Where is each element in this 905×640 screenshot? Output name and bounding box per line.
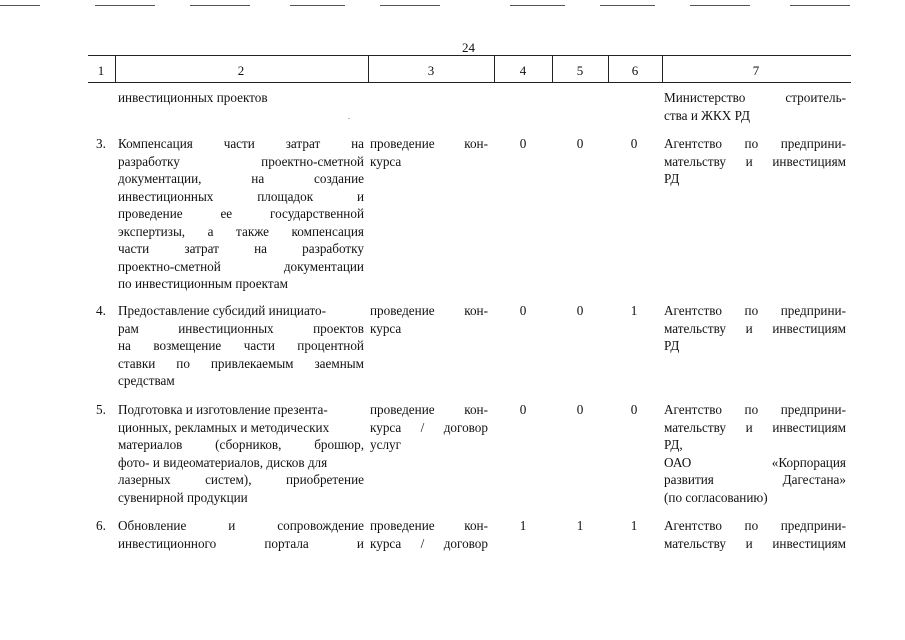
value-col-6: 0 — [630, 136, 638, 151]
description-line: фото- и видеоматериалов, дисков для — [118, 454, 328, 470]
row-index: 3. — [96, 136, 106, 151]
description-line: на возмещение части процентной — [118, 338, 364, 353]
value-col-5: 0 — [576, 402, 584, 417]
description-line: разработку проектно-сметной — [118, 153, 364, 169]
value-col-6: 1 — [630, 518, 638, 533]
scan-edge-line — [690, 5, 750, 6]
value-col-5: 0 — [576, 136, 584, 151]
description-line: Предоставление субсидий инициато- — [118, 303, 327, 318]
method-line: проведение кон- — [370, 303, 488, 318]
column-header-7: 7 — [752, 63, 760, 78]
scan-speck — [348, 118, 350, 119]
row-agency — [664, 401, 846, 506]
method-line: проведение кон- — [370, 136, 488, 151]
row-index: 6. — [96, 518, 106, 533]
value-col-5: 1 — [576, 518, 584, 533]
description-line: рам инвестиционных проектов — [118, 320, 364, 336]
scan-edge-line — [95, 5, 155, 6]
description-line: по инвестиционным проектам — [118, 276, 289, 291]
page-number: 24 — [462, 40, 475, 55]
value-col-5: 0 — [576, 303, 584, 318]
scan-edge-line — [790, 5, 850, 6]
column-divider — [368, 56, 369, 82]
column-header-2: 2 — [237, 63, 245, 78]
agency-line: Министерство строитель- — [664, 90, 846, 105]
row-description — [118, 302, 364, 390]
description-line: сувенирной продукции — [118, 489, 248, 505]
column-header-1: 1 — [97, 63, 105, 78]
agency-line: ства и ЖКХ РД — [664, 107, 750, 123]
agency-line: развития Дагестана» — [664, 472, 846, 487]
scan-edge-line — [600, 5, 655, 6]
description-line: экспертизы, а также компенсация — [118, 223, 364, 239]
agency-line: Агентство по предприни- — [664, 402, 846, 417]
scan-edge-line — [290, 5, 345, 6]
value-col-6: 0 — [630, 402, 638, 417]
agency-line: Агентство по предприни- — [664, 136, 846, 151]
agency-line: Агентство по предприни- — [664, 518, 846, 533]
scan-edge-line — [0, 5, 40, 6]
description-line: части затрат на разработку — [118, 241, 364, 256]
agency-line: ОАО «Корпорация — [664, 454, 846, 470]
method-line: услуг — [370, 437, 402, 452]
value-col-4: 0 — [519, 136, 527, 151]
description-line: ставки по привлекаемым заемным — [118, 355, 364, 371]
description-line: проведение ее государственной — [118, 206, 364, 221]
row-method — [370, 517, 488, 552]
description-line: Обновление и сопровождение — [118, 518, 364, 533]
scan-edge-line — [190, 5, 250, 6]
description-line: проектно-сметной документации — [118, 258, 364, 274]
row-agency — [664, 302, 846, 355]
agency-line: Агентство по предприни- — [664, 303, 846, 318]
column-divider — [552, 56, 553, 82]
agency-line: (по согласованию) — [664, 489, 768, 505]
row-method — [370, 401, 488, 454]
table-header-bottom-rule — [88, 82, 851, 83]
continuation-description — [118, 89, 364, 107]
agency-line: РД — [664, 171, 680, 186]
column-divider — [662, 56, 663, 82]
column-header-3: 3 — [427, 63, 435, 78]
value-col-4: 0 — [519, 402, 527, 417]
row-method — [370, 135, 488, 170]
method-line: курса / договор — [370, 535, 488, 551]
value-col-4: 1 — [519, 518, 527, 533]
description-line: инвестиционных площадок и — [118, 188, 364, 204]
row-agency — [664, 517, 846, 552]
agency-line: мательству и инвестициям — [664, 535, 846, 551]
description-line: материалов (сборников, брошюр, — [118, 437, 364, 452]
row-index: 4. — [96, 303, 106, 318]
row-description — [118, 517, 364, 552]
row-description — [118, 135, 364, 293]
description-line: Компенсация части затрат на — [118, 136, 364, 151]
description-line: лазерных систем), приобретение — [118, 472, 364, 487]
row-description — [118, 401, 364, 506]
method-line: курса / договор — [370, 419, 488, 435]
method-line: курса — [370, 320, 402, 336]
agency-line: РД — [664, 338, 680, 353]
description-line: инвестиционного портала и — [118, 535, 364, 551]
agency-line: мательству и инвестициям — [664, 153, 846, 169]
scan-edge-line — [380, 5, 440, 6]
description-line: документации, на создание — [118, 171, 364, 186]
agency-line: мательству и инвестициям — [664, 419, 846, 435]
scan-edge-line — [510, 5, 565, 6]
continuation-agency — [664, 89, 846, 124]
column-header-5: 5 — [576, 63, 584, 78]
agency-line: мательству и инвестициям — [664, 320, 846, 336]
method-line: проведение кон- — [370, 402, 488, 417]
method-line: проведение кон- — [370, 518, 488, 533]
table-header-top-rule — [88, 55, 851, 56]
column-divider — [608, 56, 609, 82]
value-col-4: 0 — [519, 303, 527, 318]
description-line: средствам — [118, 373, 175, 388]
agency-line: РД, — [664, 437, 683, 452]
method-line: курса — [370, 153, 402, 169]
column-divider — [494, 56, 495, 82]
column-header-4: 4 — [519, 63, 527, 78]
description-line: инвестиционных проектов — [118, 90, 268, 105]
row-method — [370, 302, 488, 337]
value-col-6: 1 — [630, 303, 638, 318]
column-header-6: 6 — [631, 63, 639, 78]
description-line: Подготовка и изготовление презента- — [118, 402, 328, 417]
row-index: 5. — [96, 402, 106, 417]
row-agency — [664, 135, 846, 188]
description-line: ционных, рекламных и методических — [118, 419, 330, 435]
